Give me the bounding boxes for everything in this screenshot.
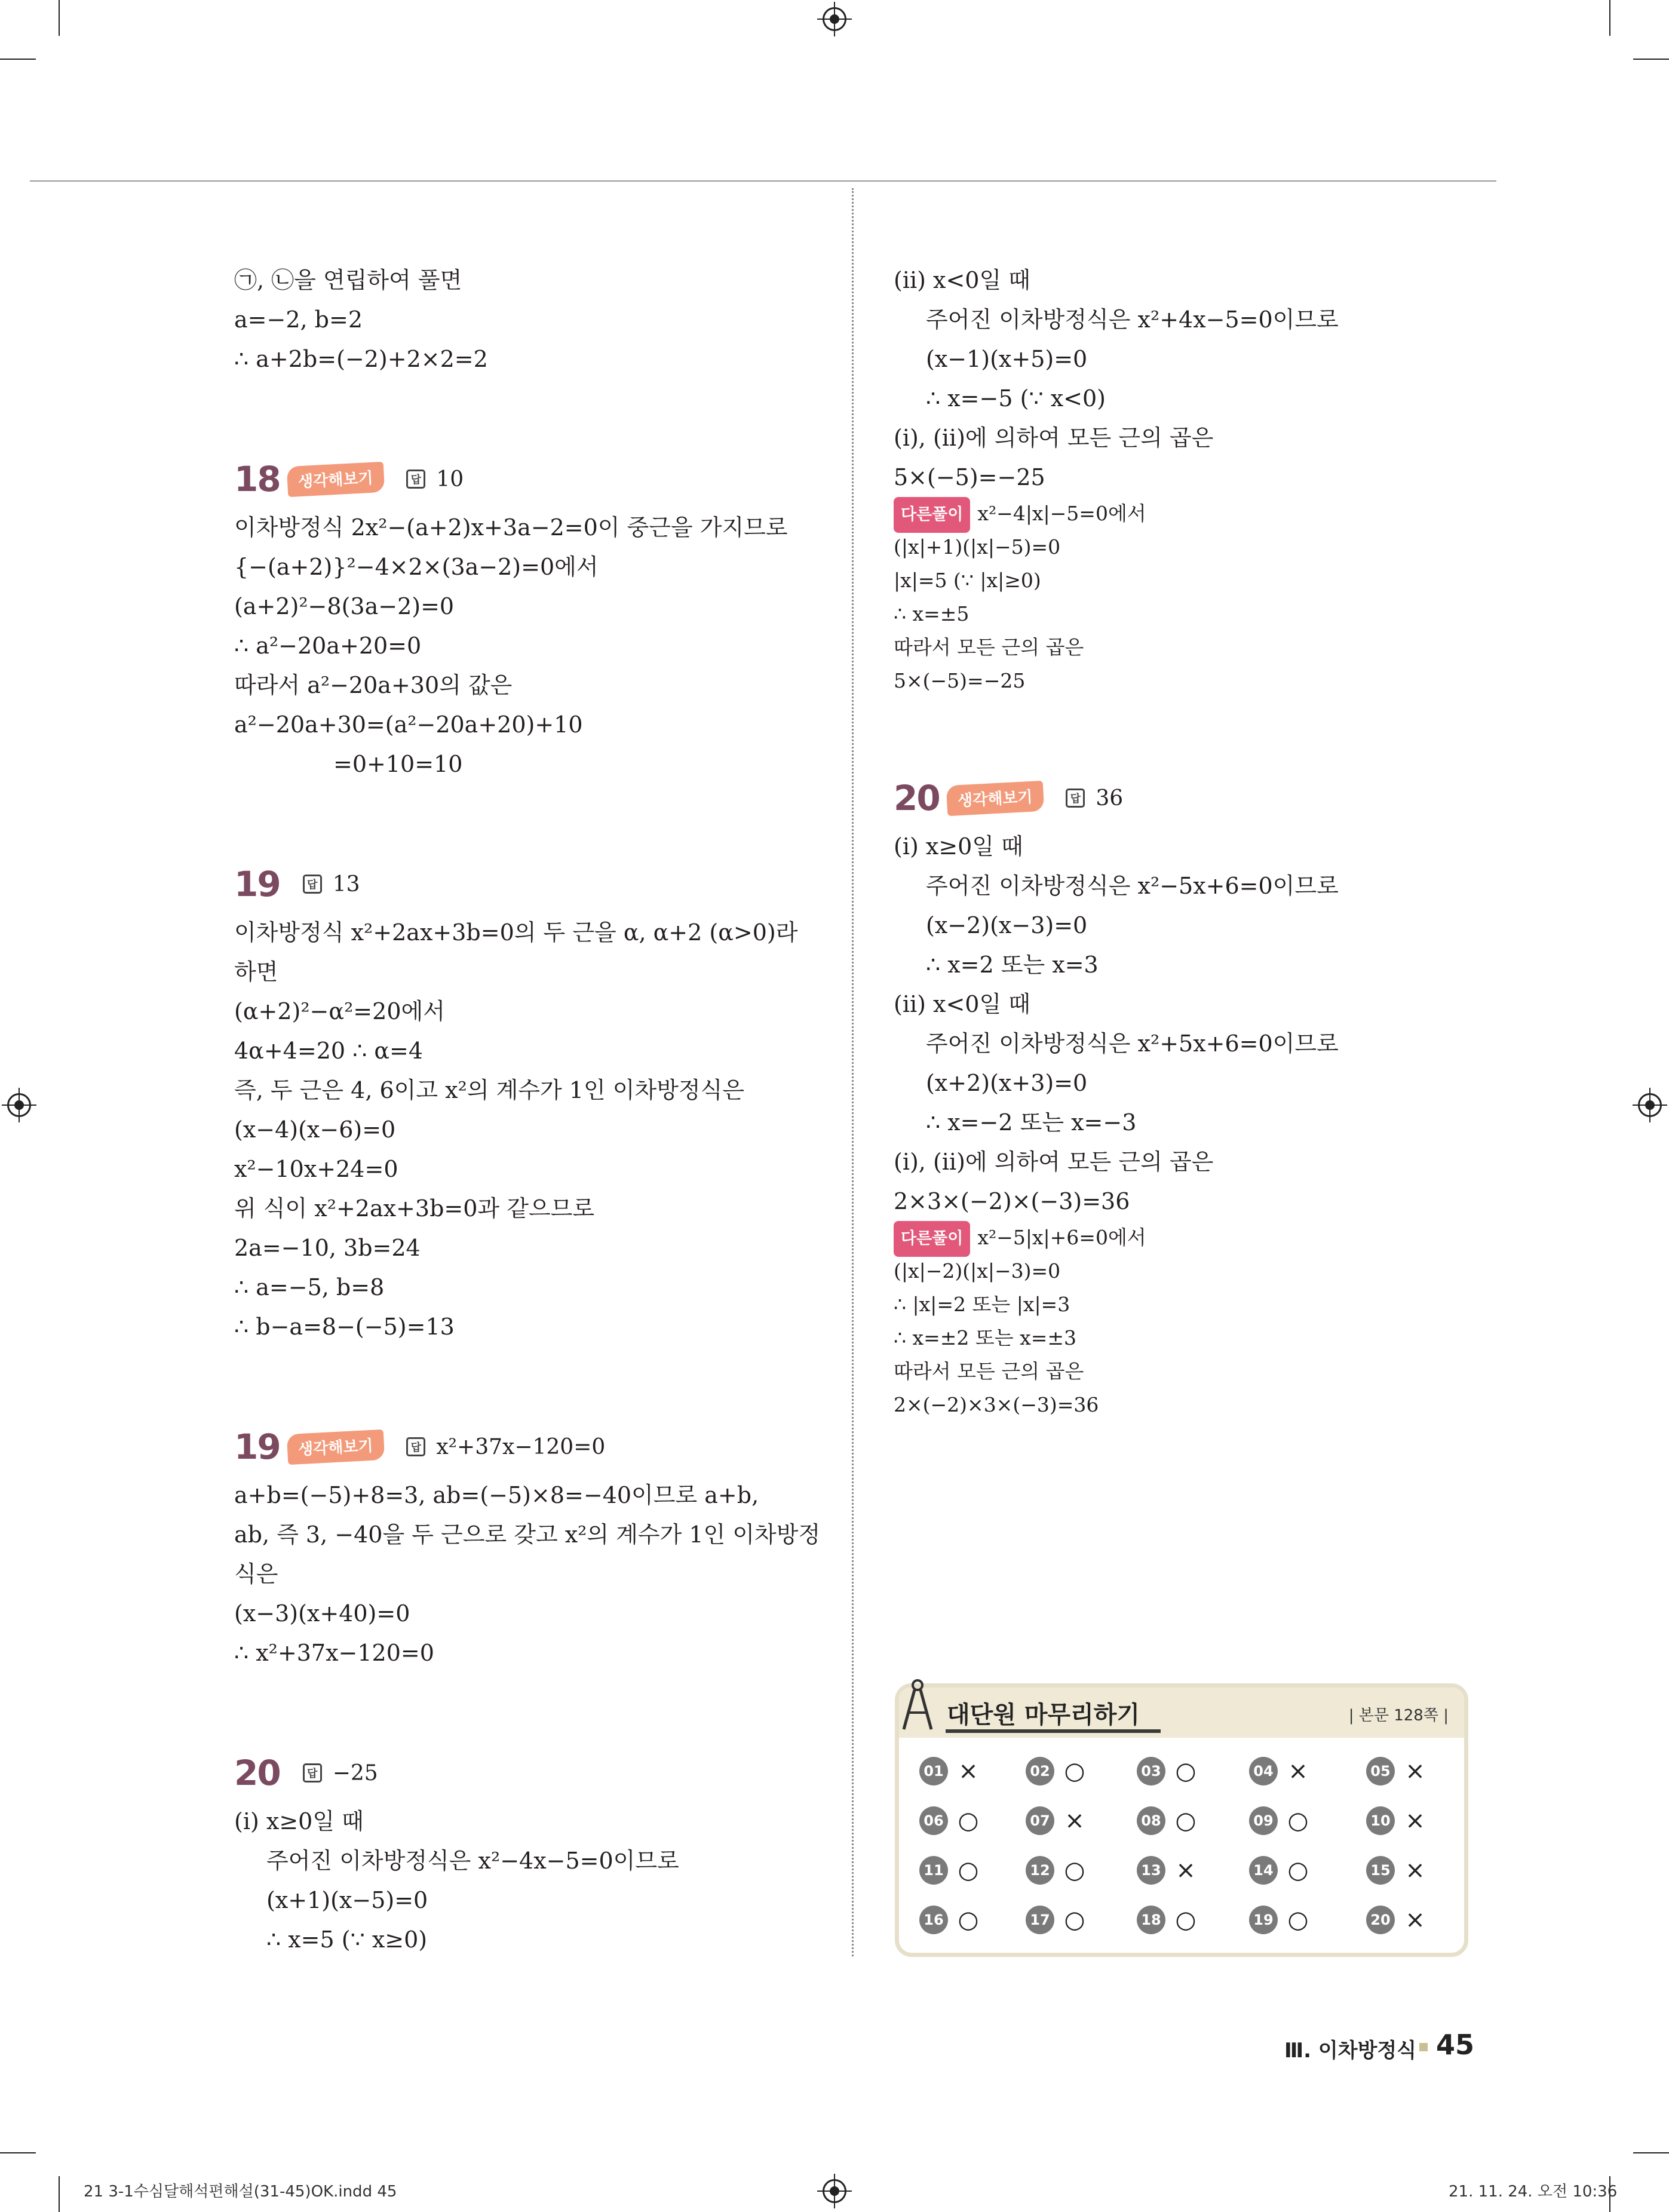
solution-line: 이차방정식 x²+2ax+3b=0의 두 근을 α, α+2 (α>0)라 <box>234 919 798 946</box>
solution-line: a²−20a+30=(a²−20a+20)+10 <box>234 711 583 738</box>
review-item <box>1026 1856 1087 1885</box>
problem-header <box>894 769 1467 827</box>
solution-line: a=−2, b=2 <box>234 306 363 333</box>
registration-mark-icon <box>7 1093 31 1117</box>
solution-line: ∴ x²+37x−120=0 <box>234 1640 434 1666</box>
solution-line: ∴ x=−2 또는 x=−3 <box>926 1109 1137 1136</box>
section-gap <box>894 698 1467 769</box>
solution-line: x²−10x+24=0 <box>234 1156 398 1182</box>
think-more-badge: 생각해보기 <box>286 461 384 496</box>
review-item-number: 13 <box>1137 1856 1165 1885</box>
review-item-mark: × <box>1405 1857 1425 1884</box>
review-item-number: 16 <box>919 1906 948 1934</box>
review-title-underline <box>946 1729 1161 1733</box>
review-item-mark: × <box>1288 1757 1308 1785</box>
think-more-badge: 생각해보기 <box>286 1429 384 1464</box>
review-item-number: 05 <box>1366 1757 1395 1785</box>
solution-line: 5×(−5)=−25 <box>894 669 1026 692</box>
alt-solution-badge: 다른풀이 <box>894 497 970 533</box>
answer-value: −25 <box>332 1760 378 1785</box>
solution-line: ∴ |x|=2 또는 |x|=3 <box>894 1293 1070 1316</box>
review-item-mark: × <box>1176 1857 1196 1884</box>
answer-value: 36 <box>1096 786 1124 811</box>
solution-line: 2a=−10, 3b=24 <box>234 1235 421 1261</box>
registration-mark-icon <box>823 2179 846 2203</box>
problem-number: 19 <box>234 1426 280 1467</box>
review-item-mark: ○ <box>1287 1906 1309 1934</box>
solution-line: 따라서 a²−20a+30의 값은 <box>234 672 513 698</box>
solution-line: =0+10=10 <box>333 751 463 777</box>
solution-line: 하면 <box>234 959 278 985</box>
print-slug-date: 21. 11. 24. 오전 10:36 <box>1449 2183 1618 2201</box>
review-item <box>1026 1806 1087 1835</box>
crop-mark <box>1633 59 1669 60</box>
problem-header <box>234 855 820 913</box>
compass-icon <box>897 1677 938 1737</box>
solution-line: 주어진 이차방정식은 x²−5x+6=0이므로 <box>926 873 1339 899</box>
crop-mark <box>1609 0 1610 36</box>
review-item <box>919 1757 980 1785</box>
solution-line: (x+1)(x−5)=0 <box>266 1887 428 1913</box>
problem-number: 18 <box>234 459 280 499</box>
solution-line: |x|=5 (∵ |x|≥0) <box>894 569 1041 592</box>
solution-line: (x+2)(x+3)=0 <box>926 1070 1088 1096</box>
solution-text: x²−4|x|−5=0에서 <box>977 502 1146 525</box>
solution-line: ∴ x=5 (∵ x≥0) <box>266 1926 428 1953</box>
review-item-number: 19 <box>1249 1906 1278 1934</box>
solution-line: ∴ x=±5 <box>894 602 970 625</box>
crop-mark <box>59 2176 60 2212</box>
review-item-number: 01 <box>919 1757 948 1785</box>
section-gap <box>234 1673 820 1744</box>
answer-value: x²+37x−120=0 <box>436 1434 606 1459</box>
review-item <box>1366 1906 1427 1934</box>
solution-line: (ⅱ) x<0일 때 <box>894 267 1030 293</box>
review-item <box>1026 1906 1087 1934</box>
review-item-number: 09 <box>1249 1806 1278 1835</box>
right-column <box>894 260 1467 1422</box>
alternative-solution-line <box>894 1221 1467 1254</box>
solution-line: ab, 즉 3, −40을 두 근으로 갖고 x²의 계수가 1인 이차방정 <box>234 1521 821 1548</box>
solution-line: 이차방정식 2x²−(a+2)x+3a−2=0이 중근을 가지므로 <box>234 514 788 541</box>
review-item <box>1137 1806 1198 1835</box>
solution-line: 즉, 두 근은 4, 6이고 x²의 계수가 1인 이차방정식은 <box>234 1077 745 1103</box>
registration-mark-icon <box>823 7 846 31</box>
review-item-number: 04 <box>1249 1757 1278 1785</box>
alt-solution-badge: 다른풀이 <box>894 1221 970 1257</box>
problem-header <box>234 450 820 508</box>
review-item-mark: ○ <box>1287 1857 1309 1884</box>
solution-line: 따라서 모든 근의 곱은 <box>894 636 1084 659</box>
solution-line: (α+2)²−α²=20에서 <box>234 998 445 1024</box>
review-item <box>1249 1806 1310 1835</box>
review-item-number: 10 <box>1366 1806 1395 1835</box>
review-item-number: 17 <box>1026 1906 1054 1934</box>
problem-header <box>234 1744 820 1802</box>
solution-line: (ⅱ) x<0일 때 <box>894 991 1030 1017</box>
print-slug-file: 21 3-1수심달해석편해설(31-45)OK.indd 45 <box>84 2183 397 2201</box>
review-item-mark: ○ <box>1175 1807 1196 1834</box>
review-item-mark: ○ <box>958 1857 979 1884</box>
solution-line: (|x|+1)(|x|−5)=0 <box>894 535 1061 559</box>
solution-line: (x−4)(x−6)=0 <box>234 1116 396 1143</box>
review-item <box>1249 1906 1310 1934</box>
answer-icon: 답 <box>1066 789 1085 808</box>
review-item-mark: × <box>1405 1906 1425 1934</box>
solution-line: ∴ x=±2 또는 x=±3 <box>894 1326 1077 1349</box>
solution-line: (x−3)(x+40)=0 <box>234 1600 410 1627</box>
review-item-mark: ○ <box>1287 1807 1309 1834</box>
solution-line: 위 식이 x²+2ax+3b=0과 같으므로 <box>234 1195 595 1222</box>
review-item-number: 20 <box>1366 1906 1395 1934</box>
registration-mark-icon <box>1638 1093 1662 1117</box>
review-item <box>919 1806 980 1835</box>
solution-line: ∴ a²−20a+20=0 <box>234 633 422 659</box>
solution-line: {−(a+2)}²−4×2×(3a−2)=0에서 <box>234 554 599 580</box>
review-item-mark: × <box>1405 1807 1425 1834</box>
review-item-number: 07 <box>1026 1806 1054 1835</box>
answer-icon: 답 <box>406 470 425 489</box>
solution-line: 주어진 이차방정식은 x²+5x+6=0이므로 <box>926 1030 1339 1057</box>
answer-value: 10 <box>436 467 464 492</box>
solution-line: (ⅰ), (ⅱ)에 의하여 모든 근의 곱은 <box>894 425 1214 451</box>
solution-line: a+b=(−5)+8=3, ab=(−5)×8=−40이므로 a+b, <box>234 1482 759 1508</box>
review-title: 대단원 마무리하기 <box>947 1701 1140 1729</box>
review-item <box>919 1856 980 1885</box>
problem-number: 19 <box>234 864 280 904</box>
problem-header <box>234 1418 820 1475</box>
section-gap <box>234 1346 820 1418</box>
header-rule <box>30 180 1496 182</box>
review-item-mark: × <box>1064 1807 1085 1834</box>
solution-line: (ⅰ) x≥0일 때 <box>894 833 1023 860</box>
review-item-mark: ○ <box>958 1807 979 1834</box>
crop-mark <box>1633 2152 1669 2153</box>
review-item <box>919 1906 980 1934</box>
solution-line: ∴ x=−5 (∵ x<0) <box>926 385 1106 412</box>
review-item-mark: × <box>958 1757 978 1785</box>
solution-line: 식은 <box>234 1561 278 1587</box>
review-item <box>1137 1757 1198 1785</box>
solution-line: ㉠, ㉡을 연립하여 풀면 <box>234 267 462 293</box>
page-number: 45 <box>1436 2029 1475 2061</box>
review-item <box>1366 1806 1427 1835</box>
review-item <box>1137 1906 1198 1934</box>
answer-icon: 답 <box>406 1437 425 1456</box>
solution-line: 따라서 모든 근의 곱은 <box>894 1360 1084 1383</box>
solution-line: 2×3×(−2)×(−3)=36 <box>894 1188 1130 1214</box>
chapter-review-box <box>895 1683 1468 1957</box>
alternative-solution-line <box>894 497 1467 530</box>
review-item-number: 12 <box>1026 1856 1054 1885</box>
review-item <box>1249 1856 1310 1885</box>
problem-number: 20 <box>234 1753 280 1793</box>
review-item-number: 08 <box>1137 1806 1165 1835</box>
solution-text: x²−5|x|+6=0에서 <box>977 1226 1146 1249</box>
crop-mark <box>0 59 36 60</box>
solution-line: (|x|−2)(|x|−3)=0 <box>894 1259 1061 1283</box>
review-item-mark: ○ <box>1064 1757 1085 1785</box>
solution-line: (ⅰ) x≥0일 때 <box>234 1808 364 1834</box>
review-item-mark: × <box>1405 1757 1425 1785</box>
solution-line: 5×(−5)=−25 <box>894 464 1045 490</box>
crop-mark <box>59 0 60 36</box>
crop-mark <box>0 2152 36 2153</box>
answer-icon: 답 <box>303 1763 322 1783</box>
think-more-badge: 생각해보기 <box>946 780 1044 815</box>
review-item-number: 06 <box>919 1806 948 1835</box>
review-item-number: 14 <box>1249 1856 1278 1885</box>
solution-line: ∴ a+2b=(−2)+2×2=2 <box>234 346 488 372</box>
problem-number: 20 <box>894 778 940 818</box>
review-item-number: 03 <box>1137 1757 1165 1785</box>
solution-line: (x−1)(x+5)=0 <box>926 346 1088 372</box>
solution-line: 주어진 이차방정식은 x²+4x−5=0이므로 <box>926 306 1339 333</box>
review-item-number: 11 <box>919 1856 948 1885</box>
footer-chapter: Ⅲ. 이차방정식 <box>1284 2039 1417 2063</box>
review-item-mark: ○ <box>958 1906 979 1934</box>
section-gap <box>234 379 820 450</box>
review-item <box>1366 1856 1427 1885</box>
solution-line: ∴ x=2 또는 x=3 <box>926 952 1099 978</box>
review-item-mark: ○ <box>1064 1906 1085 1934</box>
review-item-number: 02 <box>1026 1757 1054 1785</box>
answer-value: 13 <box>332 872 360 897</box>
solution-line: (a+2)²−8(3a−2)=0 <box>234 593 455 619</box>
left-column <box>234 260 820 1959</box>
solution-line: (ⅰ), (ⅱ)에 의하여 모든 근의 곱은 <box>894 1149 1214 1175</box>
review-item-number: 15 <box>1366 1856 1395 1885</box>
answer-icon: 답 <box>303 875 322 894</box>
review-page-ref: | 본문 128쪽 | <box>1348 1707 1449 1725</box>
review-item <box>1137 1856 1198 1885</box>
solution-line: 4α+4=20 ∴ α=4 <box>234 1038 424 1064</box>
review-item-mark: ○ <box>1175 1757 1196 1785</box>
review-item-number: 18 <box>1137 1906 1165 1934</box>
column-divider <box>852 188 854 1956</box>
review-item <box>1026 1757 1087 1785</box>
review-item <box>1366 1757 1427 1785</box>
section-gap <box>234 784 820 855</box>
footer-bullet <box>1419 2043 1428 2051</box>
review-item <box>1249 1757 1310 1785</box>
review-item-mark: ○ <box>1175 1906 1196 1934</box>
solution-line: ∴ b−a=8−(−5)=13 <box>234 1314 455 1340</box>
solution-line: 2×(−2)×3×(−3)=36 <box>894 1393 1099 1416</box>
solution-line: (x−2)(x−3)=0 <box>926 912 1088 938</box>
solution-line: 주어진 이차방정식은 x²−4x−5=0이므로 <box>266 1848 679 1874</box>
review-item-mark: ○ <box>1064 1857 1085 1884</box>
solution-line: ∴ a=−5, b=8 <box>234 1274 385 1300</box>
